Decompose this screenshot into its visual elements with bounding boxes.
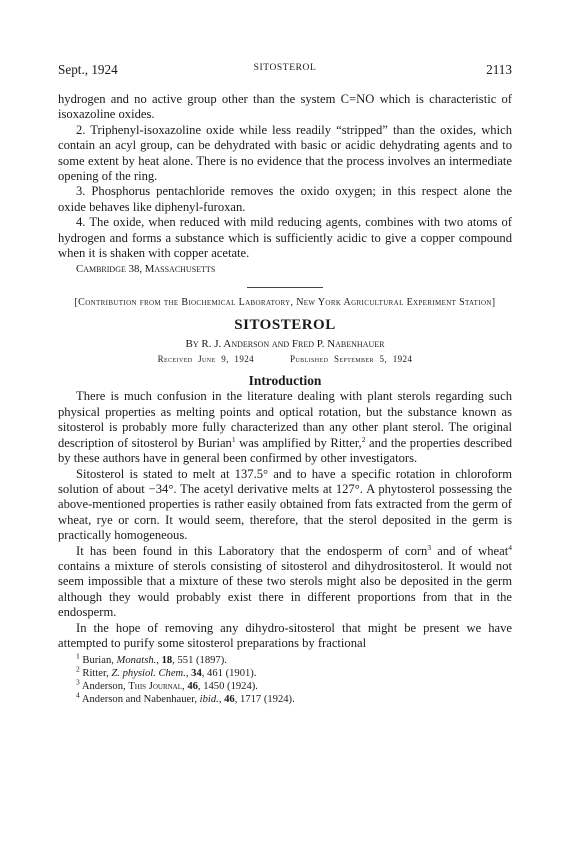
contribution-line: [Contribution from the Biochemical Laboratory, New York Agricultural Experiment Station] bbox=[74, 297, 496, 309]
intro-p3-text-b: and of wheat bbox=[431, 543, 509, 558]
footnote-3: $^3$ Anderson, This Journal, 46, 1450 (1924). bbox=[76, 677, 258, 692]
footnote-pages: , 1450 (1924). bbox=[197, 680, 258, 692]
article-byline: By R. J. Anderson and Fred P. Nabenhauer bbox=[185, 338, 385, 351]
footnote-1: $^1$ Burian, Monatsh., 18, 551 (1897). bbox=[76, 651, 227, 667]
article-dates bbox=[58, 353, 512, 366]
footnote-number: 3 bbox=[76, 677, 80, 687]
header-date: Sept., 1924 bbox=[58, 62, 118, 77]
article-separator-rule bbox=[247, 287, 323, 288]
header-page-number: 2113 bbox=[486, 62, 512, 77]
section-heading-introduction: Introduction bbox=[248, 373, 322, 389]
footnote-volume: 34 bbox=[191, 668, 202, 680]
intro-p1-text-a: There is much confusion in the literature dealing with plant sterols regarding such physical properties as melting points and optical rotation, but the substance known as sitosterol is probably more fully characterized than any other plant sterol. The original description of sitosterol by Burian bbox=[58, 389, 512, 450]
footnote-journal: ibid. bbox=[199, 693, 219, 705]
prev-conclusion-paragraph-2: 2. Triphenyl-isoxazoline oxide while less readily “stripped” than the oxides, which contain an acyl group, can be dehydrated with basic or acidic dehydrating agents and to some extent by heat alone. There is no evidence that the process involves an intermediate opening of the ring. bbox=[58, 122, 512, 184]
prev-conclusion-paragraph-1: hydrogen and no active group other than the system C=NO which is characteristic of isoxazoline oxides. bbox=[58, 92, 512, 122]
footnote-author: Burian, bbox=[82, 655, 117, 667]
footnote-ref-1[interactable]: 1 bbox=[231, 434, 236, 444]
footnote-ref-4[interactable]: 4 bbox=[508, 542, 512, 552]
footnote-number: 4 bbox=[76, 690, 80, 700]
footnote-pages: , 1717 (1924). bbox=[234, 693, 295, 705]
footnote-journal: Monatsh. bbox=[116, 655, 157, 667]
intro-paragraph-2: Sitosterol is stated to melt at 137.5° and to have a specific rotation in chloroform solution of about −34°. The acetyl derivative melts at 127°. A phytosterol possessing the above-mentioned properties is rather easily obtained from fats extracted from the germ of wheat, rye or corn. It would seem, therefore, that the sterol deposited in the germ is practically homogeneous. bbox=[58, 466, 512, 543]
running-head bbox=[58, 62, 512, 78]
footnote-journal: This Journal bbox=[128, 680, 183, 692]
article-title: SITOSTEROL bbox=[234, 317, 336, 334]
footnote-volume: 46 bbox=[187, 680, 198, 692]
published-date: Published September 5, 1924 bbox=[290, 354, 413, 365]
intro-paragraph-3 bbox=[58, 544, 512, 621]
footnote-author: Ritter, bbox=[82, 668, 112, 680]
footnote-volume: 46 bbox=[224, 693, 235, 705]
intro-paragraph-4: In the hope of removing any dihydro-sitosterol that might be present we have attempted to purify some sitosterol preparations by fractional bbox=[58, 620, 512, 650]
footnote-pages: , 461 (1901). bbox=[201, 668, 257, 680]
footnotes bbox=[58, 651, 512, 706]
footnote-2: $^2$ Ritter, Z. physiol. Chem., 34, 461 (1901). bbox=[76, 664, 257, 680]
footnote-ref-3[interactable]: 3 bbox=[427, 542, 432, 552]
footnote-number: 1 bbox=[76, 651, 80, 661]
footnote-number: 2 bbox=[76, 664, 80, 674]
received-date: Received June 9, 1924 bbox=[157, 354, 255, 365]
footnote-volume: 18 bbox=[161, 655, 173, 667]
intro-p1-text-c: and the properties described by these authors have in general been confirmed by other investigators. bbox=[58, 435, 512, 466]
intro-p3-text-a: It has been found in this Laboratory that the endosperm of corn bbox=[76, 543, 428, 558]
intro-p3-text-c: contains a mixture of sterols consisting of sitosterol and dihydrositosterol. It would not seem impossible that a mixture of these two sterols might also be deposited in the germ although they would probably exist there in different proportions from that in the endosperm. bbox=[58, 558, 512, 620]
prev-conclusion-paragraph-4: 4. The oxide, when reduced with mild reducing agents, combines with two atoms of hydrogen and forms a substance which is sufficiently acidic to give a copper compound when it is shaken with copper acetate. bbox=[58, 215, 512, 261]
footnote-4: $^4$ Anderson and Nabenhauer, ibid., 46, 1717 (1924). bbox=[76, 690, 295, 705]
prev-affiliation: Cambridge 38, Massachusetts bbox=[76, 263, 216, 276]
footnote-author: Anderson and Nabenhauer, bbox=[81, 693, 200, 705]
footnote-ref-2[interactable]: 2 bbox=[361, 434, 366, 444]
prev-conclusion-paragraph-3: 3. Phosphorus pentachloride removes the oxido oxygen; in this respect alone the oxide behaves like diphenyl-furoxan. bbox=[58, 184, 512, 214]
intro-p1-text-b: was amplified by Ritter, bbox=[235, 435, 362, 450]
intro-paragraph-1 bbox=[58, 389, 512, 466]
footnote-pages: , 551 (1897). bbox=[172, 655, 227, 667]
footnote-author: Anderson, bbox=[81, 680, 129, 692]
footnote-journal: Z. physiol. Chem. bbox=[111, 668, 186, 680]
header-running-title: SITOSTEROL bbox=[253, 63, 317, 73]
page-body bbox=[58, 92, 512, 707]
